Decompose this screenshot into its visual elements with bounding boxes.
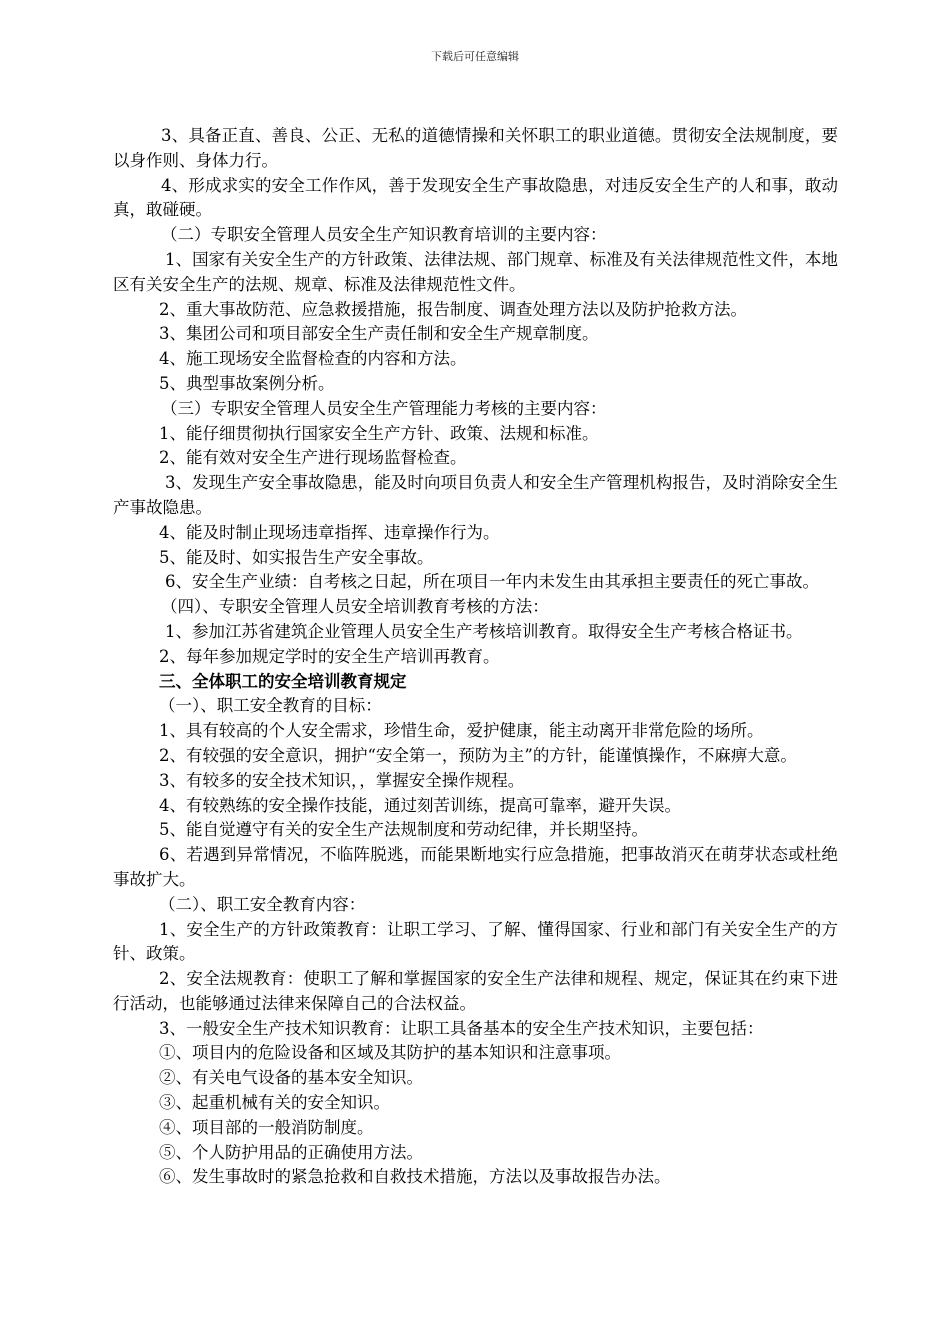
section-heading: （三）专职安全管理人员安全生产管理能力考核的主要内容： xyxy=(161,398,607,418)
paragraph: 3、具备正直、善良、公正、无私的道德情操和关怀职工的职业道德。贯彻安全法规制度，要以身作则、身体力行。 xyxy=(113,126,838,170)
paragraph: 2、每年参加规定学时的安全生产培训再教育。 xyxy=(159,646,500,666)
document-body xyxy=(113,124,838,1190)
paragraph: 2、能有效对安全生产进行现场监督检查。 xyxy=(159,448,467,468)
paragraph: 4、有较熟练的安全操作技能，通过刻苦训练，提高可靠率，避开失误。 xyxy=(159,795,681,815)
paragraph: 2、重大事故防范、应急救援措施，报告制度、调查处理方法以及防护抢救方法。 xyxy=(159,299,747,319)
list-item: ④、项目部的一般消防制度。 xyxy=(159,1117,374,1137)
paragraph: 1、参加江苏省建筑企业管理人员安全生产考核培训教育。取得安全生产考核合格证书。 xyxy=(165,621,803,641)
paragraph: 1、国家有关安全生产的方针政策、法律法规、部门规章、标准及有关法律规范性文件，本地区有关安全生产的法规、规章、标准及法律规范性文件。 xyxy=(113,249,838,294)
paragraph: 3、有较多的安全技术知识，，掌握安全操作规程。 xyxy=(159,770,525,790)
paragraph: 5、能及时、如实报告生产安全事故。 xyxy=(159,547,434,567)
list-item: ⑤、个人防护用品的正确使用方法。 xyxy=(159,1142,423,1162)
paragraph: 2、安全法规教育：使职工了解和掌握国家的安全生产法律和规程、规定，保证其在约束下进行活动，也能够通过法律来保障自己的合法权益。 xyxy=(113,969,838,1013)
section-heading: （一）、职工安全教育的目标： xyxy=(159,696,382,716)
list-item: ①、项目内的危险设备和区域及其防护的基本知识和注意事项。 xyxy=(159,1043,621,1063)
list-item: ②、有关电气设备的基本安全知识。 xyxy=(159,1068,423,1088)
paragraph: 1、具有较高的个人安全需求，珍惜生命，爱护健康，能主动离开非常危险的场所。 xyxy=(159,721,764,741)
paragraph: 4、施工现场安全监督检查的内容和方法。 xyxy=(159,349,467,369)
section-heading: （二）、职工安全教育内容： xyxy=(159,894,366,914)
paragraph: 3、集团公司和项目部安全生产责任制和安全生产规章制度。 xyxy=(159,324,599,344)
paragraph: 5、能自觉遵守有关的安全生产法规制度和劳动纪律，并长期坚持。 xyxy=(159,820,648,840)
paragraph: 4、形成求实的安全工作作风，善于发现安全生产事故隐患，对违反安全生产的人和事，敢动真，敢碰硬。 xyxy=(113,175,838,220)
paragraph: 1、安全生产的方针政策教育：让职工学习、了解、懂得国家、行业和部门有关安全生产的方针、政策。 xyxy=(113,919,838,964)
paragraph: 6、安全生产业绩：自考核之日起，所在项目一年内未发生由其承担主要责任的死亡事故。 xyxy=(165,572,819,592)
section-heading: （四）、专职安全管理人员安全培训教育考核的方法： xyxy=(161,597,549,617)
page-header: 下载后可任意编辑 xyxy=(431,50,519,63)
chapter-heading: 三、全体职工的安全培训教育规定 xyxy=(159,671,407,691)
paragraph: 3、一般安全生产技术知识教育：让职工具备基本的安全生产技术知识，主要包括： xyxy=(159,1018,764,1038)
paragraph: 4、能及时制止现场违章指挥、违章操作行为。 xyxy=(159,522,500,542)
paragraph: 3、发现生产安全事故隐患，能及时向项目负责人和安全生产管理机构报告，及时消除安全生产事故隐患。 xyxy=(113,473,838,517)
paragraph: 5、典型事故案例分析。 xyxy=(159,373,335,393)
paragraph: 6、若遇到异常情况，不临阵脱逃，而能果断地实行应急措施，把事故消灭在萌芽状态或杜绝事故扩大。 xyxy=(113,845,838,889)
section-heading: （二）专职安全管理人员安全生产知识教育培训的主要内容： xyxy=(161,225,607,245)
paragraph: 1、能仔细贯彻执行国家安全生产方针、政策、法规和标准。 xyxy=(159,423,599,443)
list-item: ③、起重机械有关的安全知识。 xyxy=(159,1093,390,1113)
list-item: ⑥、发生事故时的紧急抢救和自救技术措施，方法以及事故报告办法。 xyxy=(159,1167,671,1187)
paragraph: 2、有较强的安全意识，拥护“安全第一，预防为主”的方针，能谨慎操作，不麻痹大意。 xyxy=(159,745,797,765)
